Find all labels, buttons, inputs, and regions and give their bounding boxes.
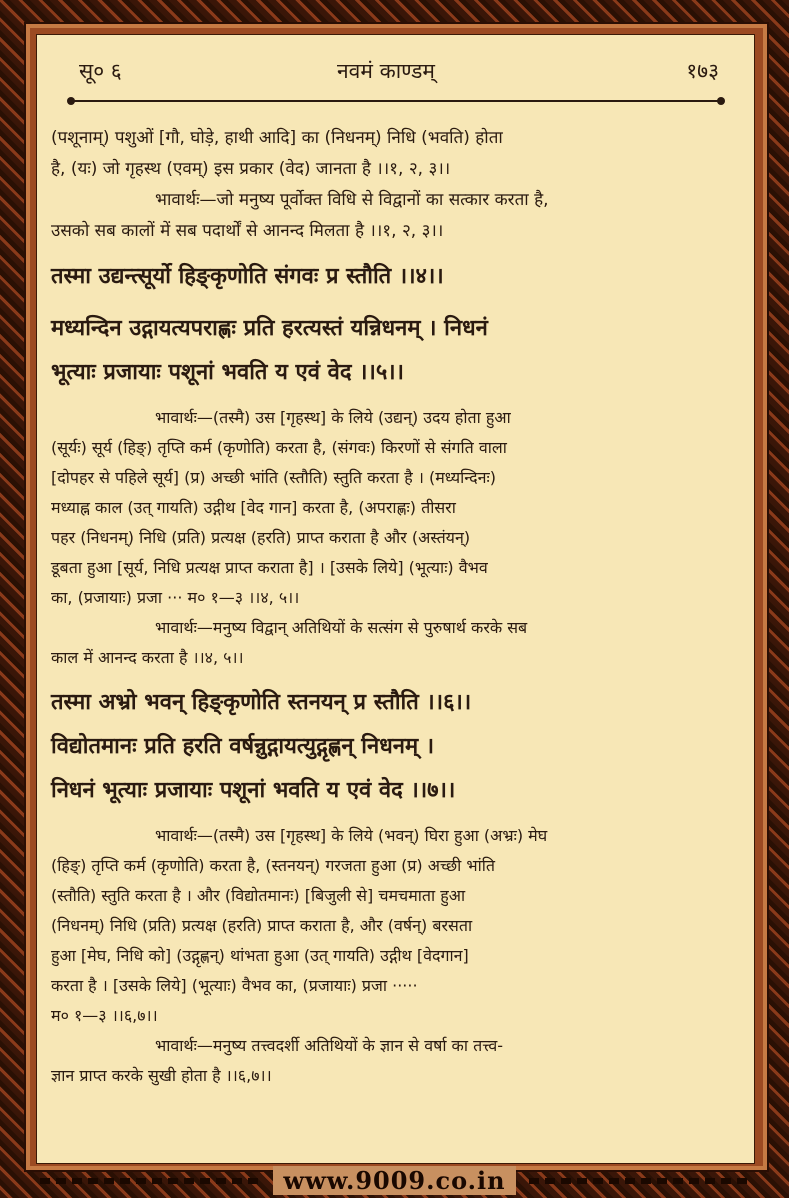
kand-title: नवमं काण्डम्: [337, 59, 435, 83]
mantra-line: भूत्याः प्रजायाः पशूनां भवति य एवं वेद ।।५।।: [51, 360, 404, 385]
mantra-line: विद्योतमानः प्रति हरति वर्षन्नुद्गायत्युद्गृह्णन् निधनम् ।: [51, 734, 435, 759]
commentary-line: डूबता हुआ [सूर्य, निधि प्रत्यक्ष प्राप्त कराता है] । [उसके लिये] (भूत्याः) वैभव: [51, 558, 488, 577]
commentary-line: मध्याह्न काल (उत् गायति) उद्गीथ [वेद गान] करता है, (अपराह्णः) तीसरा: [51, 498, 456, 517]
bhavarth-line: काल में आनन्द करता है ।।४, ५।।: [51, 648, 244, 667]
page-content: [51, 123, 741, 1091]
mantra-line: तस्मा उद्यन्त्सूर्यो हिङ्कृणोति संगवः प्र स्तौति ।।४।।: [51, 264, 444, 289]
text-line: है, (यः) जो गृहस्थ (एवम्) इस प्रकार (वेद) जानता है ।।१, २, ३।।: [51, 159, 451, 179]
mantra-line: तस्मा अभ्रो भवन् हिङ्कृणोति स्तनयन् प्र स्तौति ।।६।।: [51, 690, 472, 715]
book-page: [36, 34, 755, 1164]
commentary-line: भावार्थः—(तस्मै) उस [गृहस्थ] के लिये (भवन्) घिरा हुआ (अभ्रः) मेघ: [155, 826, 548, 845]
page-number: १७३: [686, 59, 719, 83]
header-rule: [71, 97, 721, 105]
footer-ornament-left: [40, 1178, 260, 1184]
bhavarth-line: उसको सब कालों में सब पदार्थों से आनन्द मिलता है ।।१, २, ३।।: [51, 221, 444, 241]
bhavarth-line: भावार्थः—मनुष्य विद्वान् अतिथियों के सत्संग से पुरुषार्थ करके सब: [155, 618, 528, 637]
commentary-line: (स्तौति) स्तुति करता है । और (विद्योतमानः) [बिजुली से] चमचमाता हुआ: [51, 886, 466, 905]
commentary-line: हुआ [मेघ, निधि को] (उद्गृह्णन्) थांभता हुआ (उत् गायति) उद्गीथ [वेदगान]: [51, 946, 469, 965]
bhavarth-line: भावार्थः—जो मनुष्य पूर्वोक्त विधि से विद्वानों का सत्कार करता है,: [155, 190, 549, 210]
commentary-line: (सूर्यः) सूर्य (हिङ्) तृप्ति कर्म (कृणोति) करता है, (संगवः) किरणों से संगति वाला: [51, 438, 507, 457]
bhavarth-line: भावार्थः—मनुष्य तत्त्वदर्शी अतिथियों के ज्ञान से वर्षा का तत्त्व-: [155, 1036, 504, 1055]
commentary-line: पहर (निधनम्) निधि (प्रति) प्रत्यक्ष (हरति) प्राप्त कराता है और (अस्तंयन्): [51, 528, 471, 547]
bhavarth-line: ज्ञान प्राप्त करके सुखी होता है ।।६,७।।: [51, 1066, 272, 1085]
footer-ornament-right: [529, 1178, 749, 1184]
commentary-line: म० १—३ ।।६,७।।: [51, 1006, 158, 1025]
footer-url[interactable]: www.9009.co.in: [273, 1166, 515, 1195]
commentary-line: (हिङ्) तृप्ति कर्म (कृणोति) करता है, (स्तनयन्) गरजता हुआ (प्र) अच्छी भांति: [51, 856, 495, 875]
page-header: [79, 57, 719, 87]
commentary-line: (निधनम्) निधि (प्रति) प्रत्यक्ष (हरति) प्राप्त कराता है, और (वर्षन्) बरसता: [51, 916, 473, 935]
commentary-line: करता है । [उसके लिये] (भूत्याः) वैभव का, (प्रजायाः) प्रजा ·····: [51, 976, 418, 995]
mantra-line: निधनं भूत्याः प्रजायाः पशूनां भवति य एवं वेद ।।७।।: [51, 778, 456, 803]
text-line: (पशूनाम्) पशुओं [गौ, घोड़े, हाथी आदि] का (निधनम्) निधि (भवति) होता: [51, 128, 503, 148]
footer: [0, 1166, 789, 1198]
sukta-number: सू० ६: [79, 59, 122, 83]
commentary-line: का, (प्रजायाः) प्रजा ··· म० १—३ ।।४, ५।।: [51, 588, 300, 607]
commentary-line: भावार्थः—(तस्मै) उस [गृहस्थ] के लिये (उद्यन्) उदय होता हुआ: [155, 408, 511, 427]
commentary-line: [दोपहर से पहिले सूर्य] (प्र) अच्छी भांति (स्तौति) स्तुति करता है । (मध्यन्दिनः): [51, 468, 497, 487]
mantra-line: मध्यन्दिन उद्गायत्यपराह्णः प्रति हरत्यस्तं यन्निधनम् । निधनं: [51, 316, 488, 341]
